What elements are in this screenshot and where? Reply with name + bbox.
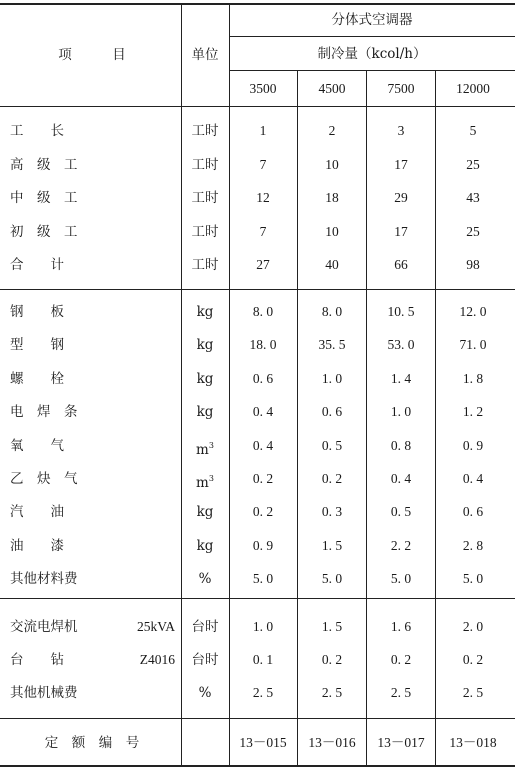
materials-row-name: 钢 板 [10,304,64,320]
labor-row-value: 17 [394,223,408,239]
materials-row-name: 乙 炔 气 [10,471,78,487]
labor-row-value: 40 [325,257,339,272]
materials-row-unit [197,504,214,520]
materials-row-value: 0. 5 [390,504,412,520]
materials-row-value: 1. 2 [462,404,484,420]
labor-row-value: 3 [397,123,405,138]
rule-material-bottom [0,598,515,599]
unit-text: kg [196,370,214,387]
rule-top [0,3,515,5]
materials-row-value: 0. 9 [462,437,484,453]
machines-row-spec: Z4016 [139,652,175,667]
rule-sub [229,70,515,71]
header-sub: 制冷量（kcol/h） [317,46,427,62]
machines-row-spec: 25kVA [136,619,175,634]
rule-bottom [0,765,515,767]
unit-text: 工时 [191,190,219,206]
materials-row-value: 0. 4 [252,404,274,420]
labor-row-value: 66 [394,257,408,272]
labor-row-name: 工 长 [10,123,64,139]
machines-row-unit [192,652,219,668]
materials-row-unit [197,337,214,353]
materials-row-value: 0. 6 [321,404,343,420]
header-capacity-3: 7500 [387,81,415,96]
unit-superscript: 3 [208,474,214,483]
materials-row-unit [197,304,214,320]
unit-superscript: 3 [208,440,214,450]
machines-row-value: 0. 2 [390,652,412,667]
materials-row-name: 电 焊 条 [10,404,78,421]
rule-header-bottom [0,106,515,107]
header-capacity-2: 4500 [318,81,346,96]
unit-text: 工时 [191,223,219,240]
unit-text: kg [196,404,214,421]
col-rule-unit [229,3,230,766]
materials-row-name: 汽 油 [10,504,64,521]
labor-row-value: 25 [466,223,480,239]
unit-text: kg [196,304,214,320]
machines-row-value: 0. 2 [321,652,343,667]
rule-group [229,36,515,37]
materials-row-value: 0. 5 [321,437,343,453]
machines-row-unit [192,619,219,635]
col-rule-c3 [435,70,436,766]
materials-row-value: 0. 2 [321,471,343,486]
labor-row-name: 合 计 [10,257,64,273]
header-group: 分体式空调器 [331,12,413,28]
materials-row-value: 2. 2 [390,537,412,553]
materials-row-value: 0. 8 [390,437,412,453]
col-rule-c2 [366,70,367,766]
labor-row-unit [192,224,219,240]
labor-row-unit [192,257,219,273]
materials-row-value: 1. 8 [462,370,484,386]
materials-row-name: 螺 栓 [10,370,64,387]
machines-row-value: 2. 5 [321,685,343,700]
machines-row-name: 交流电焊机 [10,619,78,635]
materials-row-value: 5. 0 [390,571,412,587]
machines-row-unit [199,685,212,701]
unit-text: 台时 [191,619,219,635]
labor-row-value: 43 [466,190,480,205]
materials-row-value: 0. 9 [252,537,274,553]
materials-row-value: 8. 0 [252,304,274,319]
unit-text: m [196,475,209,491]
rule-labor-bottom [0,289,515,290]
materials-row-value: 0. 4 [390,471,412,486]
materials-row-value: 71. 0 [459,337,487,353]
unit-text: % [198,571,212,588]
machines-row-value: 1. 5 [321,619,343,634]
labor-row-unit [192,123,219,139]
labor-row-value: 2 [328,123,336,138]
labor-row-value: 12 [256,190,270,205]
footer-label: 定 额 编 号 [44,735,140,751]
labor-row-name: 高 级 工 [10,156,78,173]
materials-row-value: 8. 0 [321,304,343,319]
labor-row-name: 中 级 工 [10,190,78,206]
labor-row-unit [192,190,219,206]
labor-row-value: 25 [466,156,480,172]
labor-row-value: 98 [466,257,480,272]
unit-text: kg [196,537,214,554]
unit-text: kg [196,337,214,354]
labor-row-value: 10 [325,223,339,239]
labor-row-value: 1 [259,123,267,138]
materials-row-value: 0. 6 [252,370,274,386]
materials-row-value: 5. 0 [252,571,274,587]
materials-row-value: 0. 4 [252,437,274,453]
col-rule-item [181,3,182,766]
materials-row-value: 0. 6 [462,504,484,520]
machines-row-name: 台 钻 [10,652,64,668]
materials-row-unit [197,538,214,554]
machines-row-value: 2. 5 [390,685,412,700]
unit-text: 工时 [191,257,219,273]
labor-row-unit [192,157,219,173]
materials-row-name: 型 钢 [10,337,64,354]
materials-row-value: 0. 4 [462,471,484,486]
labor-row-value: 17 [394,156,408,172]
unit-text: m [196,441,209,458]
materials-row-value: 1. 0 [390,404,412,420]
machines-row-value: 1. 6 [390,619,412,634]
labor-row-value: 10 [325,156,339,172]
footer-code-4: 13－018 [449,735,497,750]
footer-code-3: 13－017 [377,735,425,750]
unit-text: 工时 [191,156,219,173]
machines-row-value: 0. 1 [252,652,274,667]
materials-row-unit [197,371,214,387]
materials-row-name: 其他材料费 [10,571,78,588]
materials-row-unit [197,404,214,420]
labor-row-value: 18 [325,190,339,205]
materials-row-value: 35. 5 [318,337,346,353]
materials-row-value: 1. 5 [321,537,343,553]
labor-row-value: 29 [394,190,408,205]
unit-text: 工时 [191,123,219,139]
materials-row-value: 0. 3 [321,504,343,520]
header-capacity-4: 12000 [456,81,490,96]
labor-row-name: 初 级 工 [10,223,78,240]
header-unit: 单位 [191,47,219,63]
materials-row-value: 2. 8 [462,537,484,553]
header-item: 项 目 [58,47,126,63]
materials-row-value: 10. 5 [387,304,415,319]
footer-code-1: 13－015 [239,735,287,750]
unit-text: % [198,685,212,701]
machines-row-value: 1. 0 [252,619,274,634]
unit-text: 台时 [191,652,219,668]
labor-row-value: 7 [259,156,267,172]
unit-text: kg [196,504,214,521]
materials-row-value: 18. 0 [249,337,277,353]
materials-row-unit [199,571,212,587]
materials-row-value: 5. 0 [321,571,343,587]
materials-row-value: 0. 2 [252,471,274,486]
rule-machine-bottom [0,718,515,719]
machines-row-name: 其他机械费 [10,685,78,701]
labor-row-value: 5 [469,123,477,138]
materials-row-value: 5. 0 [462,571,484,587]
materials-row-value: 1. 0 [321,370,343,386]
machines-row-value: 2. 5 [252,685,274,700]
machines-row-value: 0. 2 [462,652,484,667]
footer-code-2: 13－016 [308,735,356,750]
materials-row-value: 12. 0 [459,304,487,319]
materials-row-unit [196,438,214,458]
header-capacity-1: 3500 [249,81,277,96]
labor-row-value: 27 [256,257,270,272]
materials-row-name: 油 漆 [10,537,64,554]
labor-row-value: 7 [259,223,267,239]
machines-row-value: 2. 0 [462,619,484,634]
materials-row-value: 53. 0 [387,337,415,353]
col-rule-c1 [297,70,298,766]
materials-row-value: 0. 2 [252,504,274,520]
materials-row-value: 1. 4 [390,370,412,386]
machines-row-value: 2. 5 [462,685,484,700]
materials-row-name: 氧 气 [10,437,64,454]
materials-row-unit [196,471,214,491]
